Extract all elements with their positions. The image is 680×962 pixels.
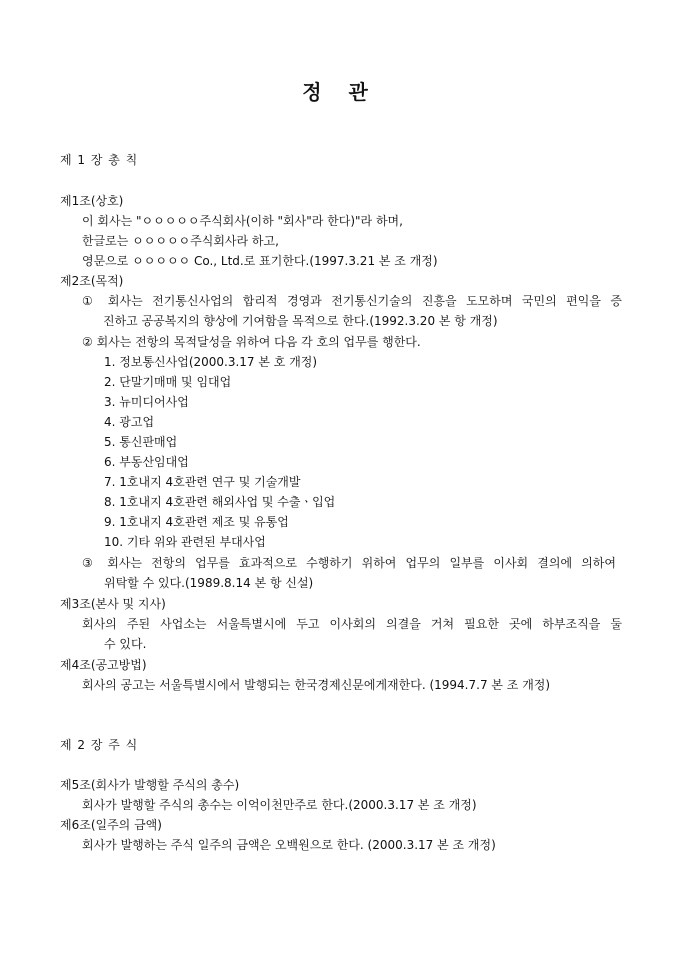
- article-2-heading: 제2조(목적): [60, 274, 124, 288]
- business-item: 4. 광고업: [104, 415, 155, 429]
- business-item: 2. 단말기매매 및 임대업: [104, 375, 232, 389]
- article-4-line: 회사의 공고는 서울특별시에서 발행되는 한국경제신문에게재한다. (1994.7.7 본 조 개정): [82, 678, 551, 692]
- article-1-heading: 제1조(상호): [60, 194, 124, 208]
- article-1-line: 영문으로 ㅇㅇㅇㅇㅇ Co., Ltd.로 표기한다.(1997.3.21 본 조 개정): [82, 254, 438, 268]
- article-4-heading: 제4조(공고방법): [60, 658, 147, 672]
- article-2-paragraph-1-continued: 진하고 공공복지의 향상에 기여함을 목적으로 한다.(1992.3.20 본 항 개정): [103, 314, 498, 328]
- article-2-paragraph-1: ① 회사는 전기통신사업의 합리적 경영과 전기통신기술의 진흥을 도모하며 국민의 편익을 증: [82, 294, 622, 308]
- article-3-line: 회사의 주된 사업소는 서울특별시에 두고 이사회의 의결을 거쳐 필요한 곳에 하부조직을 둘: [82, 617, 622, 631]
- article-2-paragraph-2: ② 회사는 전항의 목적달성을 위하여 다음 각 호의 업무를 행한다.: [82, 335, 421, 349]
- business-item: 9. 1호내지 4호관련 제조 및 유통업: [104, 515, 289, 529]
- business-item: 1. 정보통신사업(2000.3.17 본 호 개정): [104, 355, 318, 369]
- article-1-line: 이 회사는 "ㅇㅇㅇㅇㅇ주식회사(이하 "회사"라 한다)"라 하며,: [82, 214, 403, 228]
- article-2-paragraph-3: ③ 회사는 전항의 업무를 효과적으로 수행하기 위하여 업무의 일부를 이사회 결의에 의하여: [82, 556, 616, 570]
- article-1-line: 한글로는 ㅇㅇㅇㅇㅇ주식회사라 하고,: [82, 234, 279, 248]
- article-2-paragraph-3-continued: 위탁할 수 있다.(1989.8.14 본 항 신설): [104, 576, 314, 590]
- business-item: 10. 기타 위와 관련된 부대사업: [104, 535, 266, 549]
- document-title: 정 관: [302, 80, 378, 104]
- article-5-heading: 제5조(회사가 발행할 주식의 총수): [60, 778, 240, 792]
- business-item: 3. 뉴미디어사업: [104, 395, 189, 409]
- article-3-heading: 제3조(본사 및 지사): [60, 597, 166, 611]
- business-item: 8. 1호내지 4호관련 해외사업 및 수출ㆍ입업: [104, 495, 336, 509]
- chapter-2-heading: 제 2 장 주 식: [60, 738, 139, 752]
- business-item: 7. 1호내지 4호관련 연구 및 기술개발: [104, 475, 301, 489]
- business-item: 6. 부동산임대업: [104, 455, 189, 469]
- article-6-line: 회사가 발행하는 주식 일주의 금액은 오백원으로 한다. (2000.3.17 본 조 개정): [82, 838, 496, 852]
- business-item: 5. 통신판매업: [104, 435, 178, 449]
- article-5-line: 회사가 발행할 주식의 총수는 이억이천만주로 한다.(2000.3.17 본 조 개정): [82, 798, 477, 812]
- article-3-line-continued: 수 있다.: [104, 637, 147, 651]
- chapter-1-heading: 제 1 장 총 칙: [60, 153, 139, 167]
- article-6-heading: 제6조(일주의 금액): [60, 818, 162, 832]
